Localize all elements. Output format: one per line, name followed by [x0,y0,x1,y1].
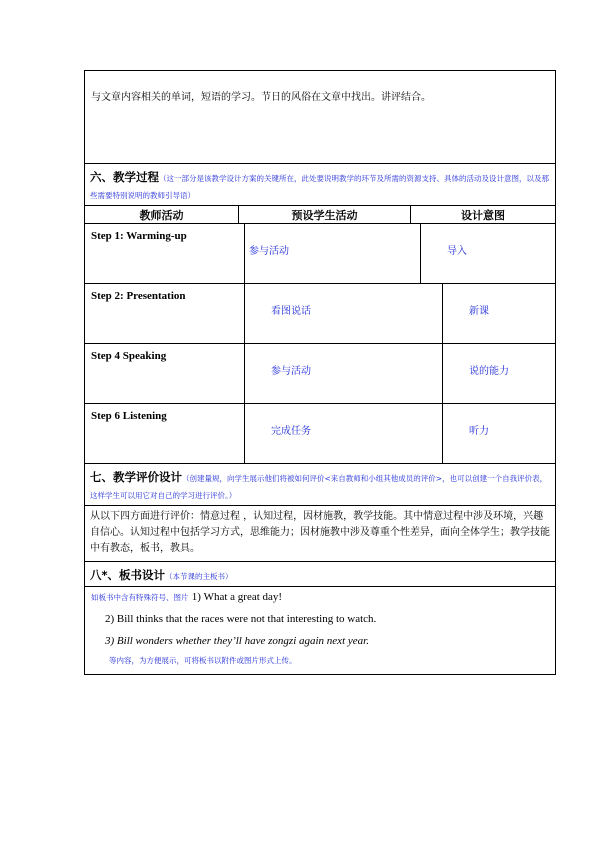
process-table-header [85,206,555,224]
board-footer-note: 等内容，为方便展示，可将板书以附件或图片形式上传。 [109,656,297,665]
section-6-note: （这一部分是该教学设计方案的关键所在，此处要说明教学的环节及所需的资源支持、具体的活动及设计意图，以及那些需要特别说明的教师引导语） [90,174,549,200]
teacher-activity-cell: Step 1: Warming-up [85,224,245,283]
student-activity-cell: 参与活动 [245,224,421,283]
section-8-note: （本节课的主板书） [165,572,233,581]
board-prefix-note: 如板书中含有特殊符号、图片 [91,593,189,602]
header-student-activity: 预设学生活动 [239,206,411,223]
table-row [85,224,555,284]
section-7-header [85,464,555,506]
design-intent-cell: 新课 [469,306,489,317]
board-line-1: 1) What a great day! [191,591,283,603]
blackboard-design [85,587,555,674]
table-row [85,284,555,344]
intro-cell [85,71,555,164]
section-8-title: 八*、板书设计 [90,568,166,582]
section-8-header [85,562,555,587]
table-row [85,404,555,464]
student-activity-cell: 看图说话 [245,284,443,343]
board-line-2: 2) Bill thinks that the races were not that interesting to watch. [105,613,377,625]
design-intent-cell: 听力 [469,426,489,437]
section-6-title: 六、教学过程 [90,170,159,184]
header-teacher-activity: 教师活动 [85,206,239,223]
design-intent-cell: 说的能力 [469,366,509,377]
section-7-note: （创建量规，向学生展示他们将被如何评价<来自教师和小组其他成员的评价>，也可以创建一个自我评价表，这样学生可以用它对自己的学习进行评价。） [90,474,548,500]
section-6-header [85,164,555,206]
evaluation-text: 从以下四方面进行评价：情意过程 ，认知过程，因材施教，教学技能。其中情意过程中涉及环境，兴趣 自信心。认知过程中包括学习方式，思维能力；因材施教中涉及尊重个性差异，面向全体学生；教学技能中有教态，板书，教具。 [90,511,550,554]
evaluation-body [85,506,555,562]
header-design-intent: 设计意图 [461,208,505,222]
design-intent-cell: 导入 [447,246,467,257]
section-7-title: 七、教学评价设计 [90,470,182,484]
lesson-plan-table [84,70,556,675]
intro-text: 与文章内容相关的单词，短语的学习。节日的风俗在文章中找出。讲评结合。 [91,92,431,103]
teacher-activity-cell: Step 6 Listening [85,404,245,463]
student-activity-cell: 完成任务 [245,404,443,463]
table-row [85,344,555,404]
teacher-activity-cell: Step 4 Speaking [85,344,245,403]
student-activity-cell: 参与活动 [245,344,443,403]
board-line-3: 3) Bill wonders whether they’ll have zongzi again next year. [105,635,369,647]
teacher-activity-cell: Step 2: Presentation [85,284,245,343]
